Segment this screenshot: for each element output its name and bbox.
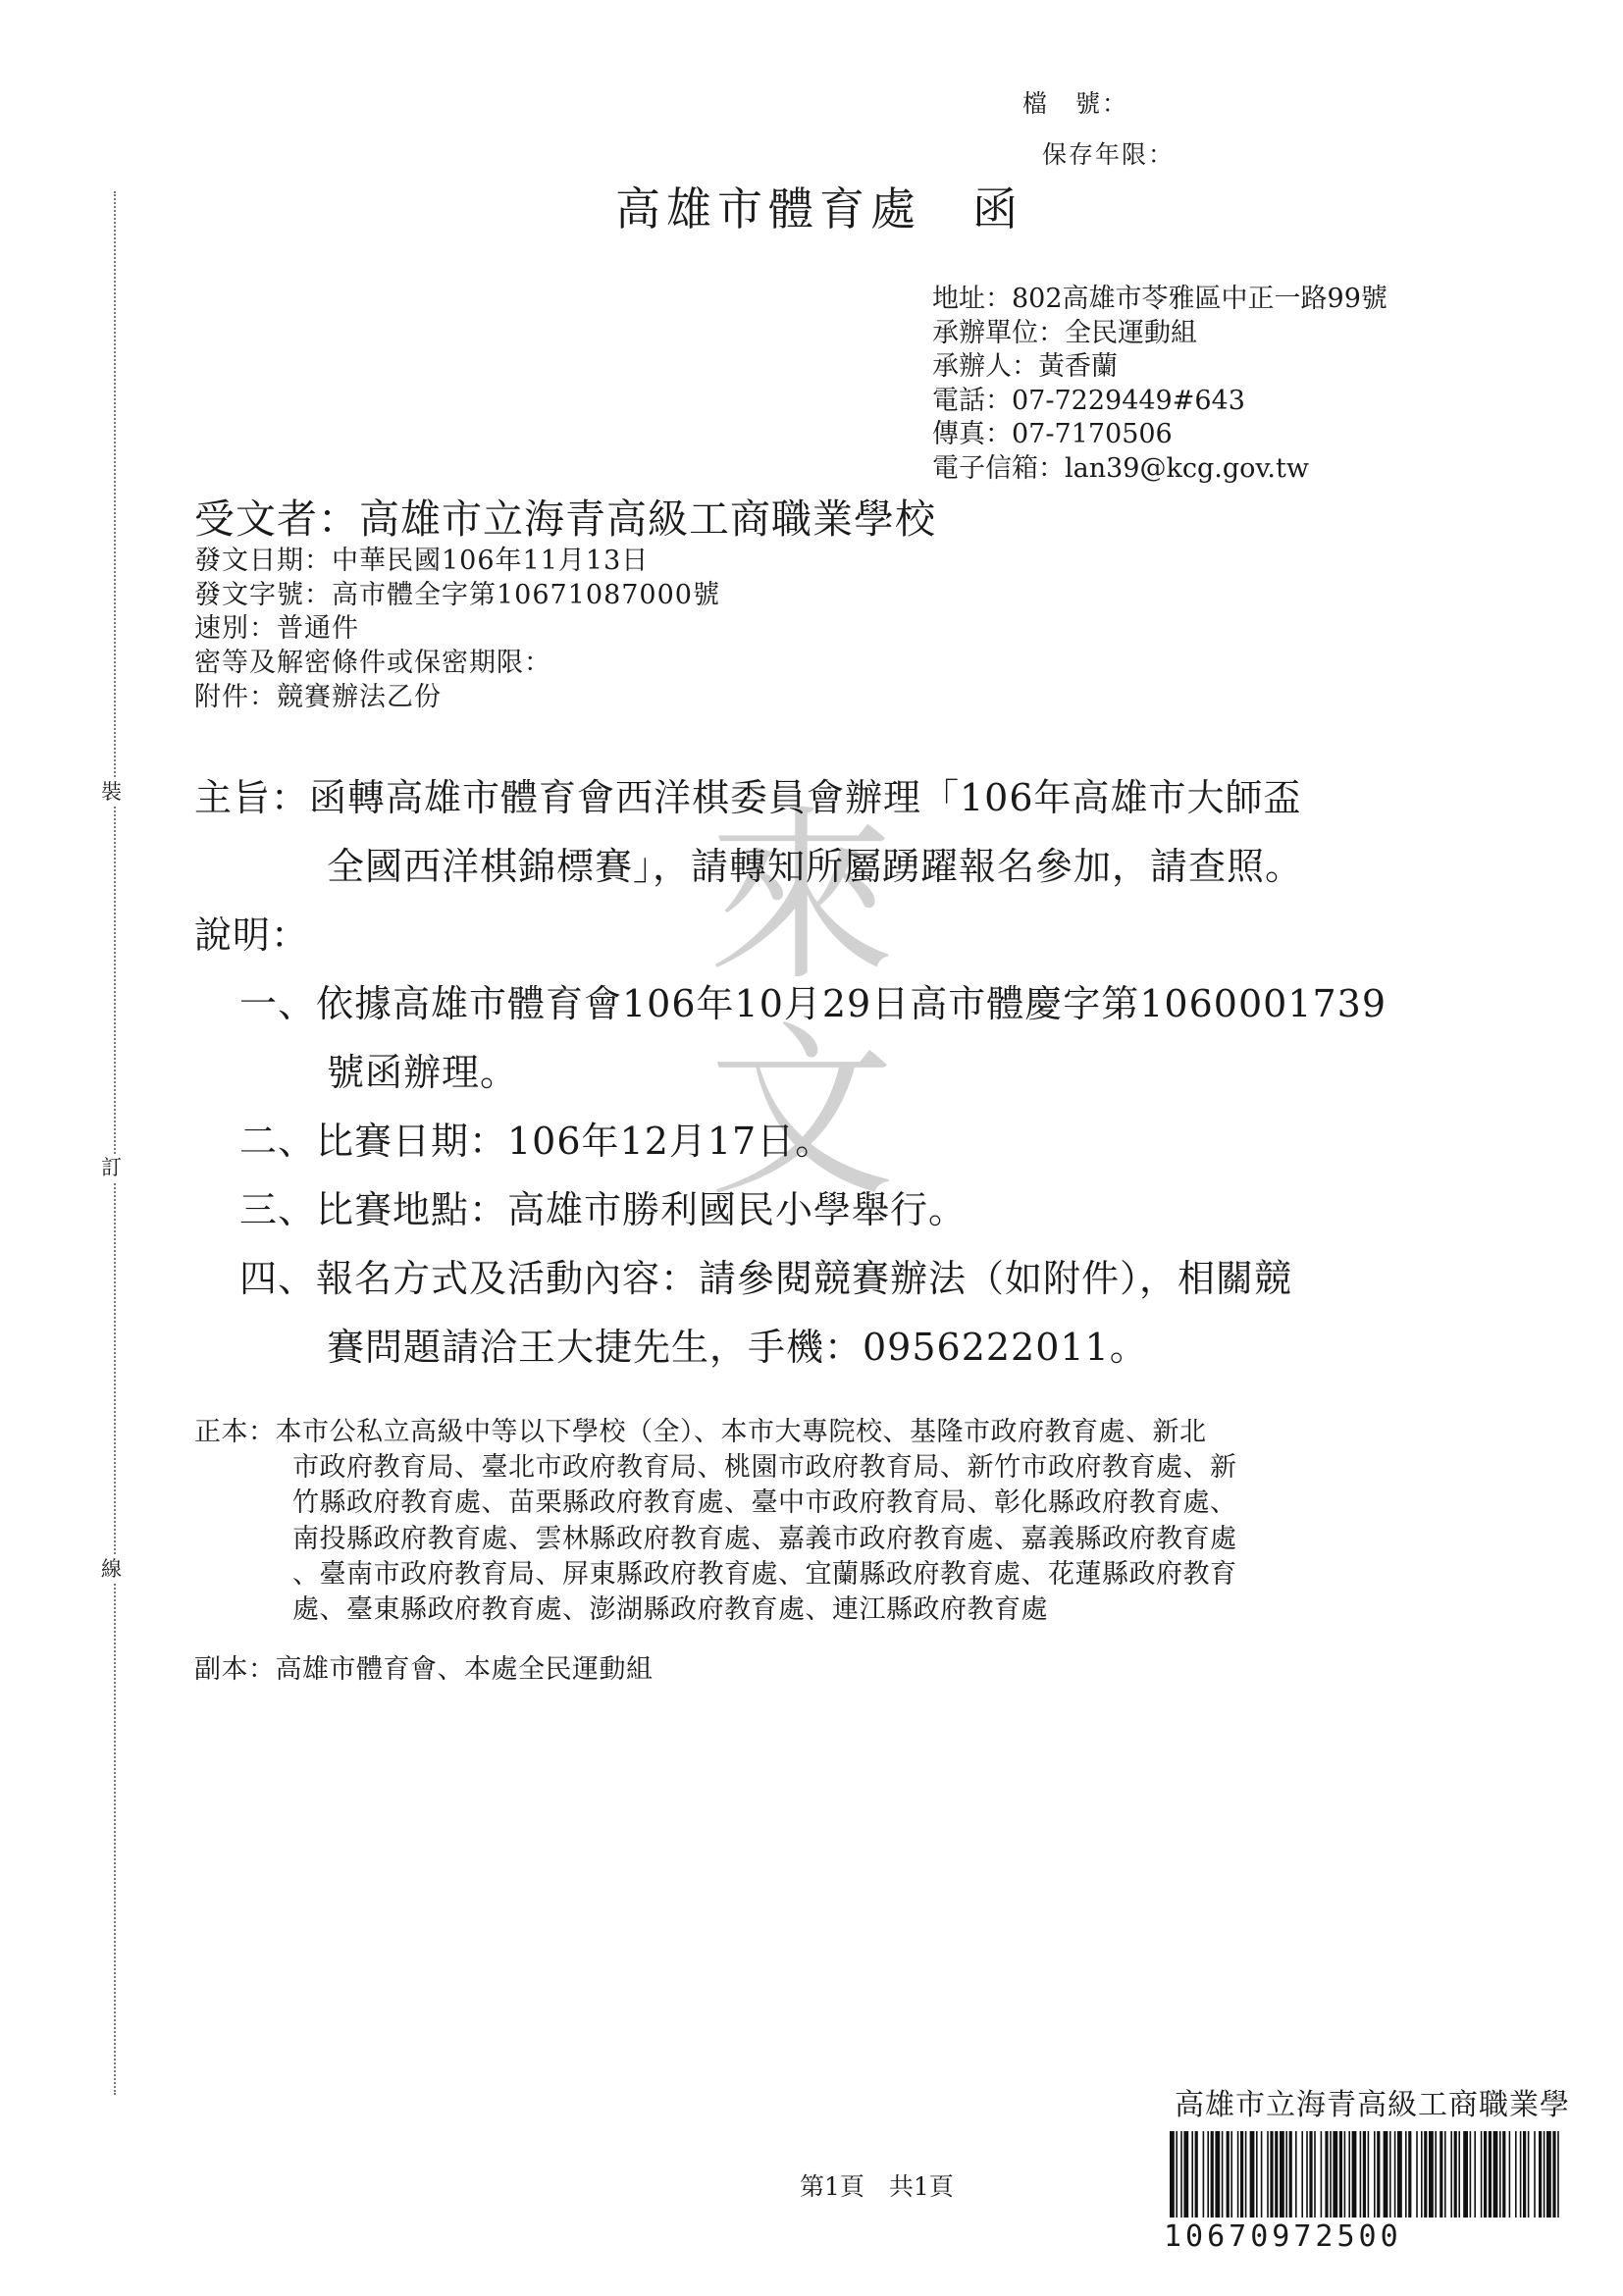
barcode-bar: [1295, 2131, 1297, 2218]
barcode-bar: [1544, 2131, 1545, 2218]
barcode-bar: [1325, 2131, 1328, 2218]
barcode-bar: [1230, 2131, 1232, 2218]
explanation-item-4-cont: 賽問題請洽王大捷先生，手機：0956222011。: [327, 1326, 1148, 1369]
page-number: 第1頁 共1頁: [800, 2172, 954, 2201]
barcode-bar: [1321, 2131, 1323, 2218]
file-number-label: 檔 號：: [1022, 89, 1129, 118]
barcode-bar: [1222, 2131, 1224, 2218]
binding-line: [114, 191, 116, 2095]
barcode-bar: [1481, 2131, 1483, 2218]
barcode-bar: [1306, 2131, 1308, 2218]
subject-line-2: 全國西洋棋錦標賽」，請轉知所屬踴躍報名參加，請查照。: [327, 845, 1304, 888]
barcode-bar: [1474, 2131, 1476, 2218]
barcode-bar: [1360, 2131, 1362, 2218]
distribution-main-line-2: 市政府教育局、臺北市政府教育局、桃園市政府教育局、新竹市政府教育處、新: [292, 1452, 1237, 1483]
barcode-bar: [1440, 2131, 1442, 2218]
binding-mark-ding: 訂: [101, 1154, 122, 1182]
barcode-bar: [1245, 2131, 1247, 2218]
barcode-bar: [1250, 2131, 1255, 2218]
document-title: 高雄市體育處 函: [615, 183, 1023, 235]
barcode-bar: [1215, 2131, 1220, 2218]
recipient: 受文者：高雄市立海青高級工商職業學校: [194, 496, 936, 543]
barcode-bar: [1176, 2131, 1178, 2218]
barcode-bar: [1352, 2131, 1357, 2218]
barcode-bar: [1509, 2131, 1511, 2218]
barcode-bar: [1515, 2131, 1517, 2218]
barcode-bar: [1344, 2131, 1346, 2218]
subject-line-1: 主旨：函轉高雄市體育會西洋棋委員會辦理「106年高雄市大師盃: [194, 776, 1302, 819]
barcode-bar: [1301, 2131, 1303, 2218]
barcode-bar: [1363, 2131, 1366, 2218]
distribution-main-line-4: 南投縣政府教育處、雲林縣政府教育處、嘉義市政府教育處、嘉義縣政府教育處: [292, 1524, 1237, 1554]
secrecy-level: 密等及解密條件或保密期限：: [194, 648, 551, 679]
barcode-number: 10670972500: [1164, 2219, 1402, 2254]
barcode-bar: [1256, 2131, 1258, 2218]
binding-mark-xian: 線: [101, 1555, 122, 1584]
barcode-bar: [1275, 2131, 1278, 2218]
explanation-item-1: 一、依據高雄市體育會106年10月29日高市體慶字第1060001739: [239, 982, 1387, 1025]
barcode-bar: [1330, 2131, 1332, 2218]
barcode-bar: [1314, 2131, 1316, 2218]
barcode-bar: [1267, 2131, 1269, 2218]
barcode-bar: [1454, 2131, 1457, 2218]
barcode-bar: [1523, 2131, 1526, 2218]
barcode-bar: [1499, 2131, 1501, 2218]
barcode: [1154, 2131, 1574, 2278]
barcode-bar: [1450, 2131, 1452, 2218]
barcode-bar: [1333, 2131, 1337, 2218]
received-stamp-char-1: 來: [708, 789, 896, 1006]
barcode-bar: [1470, 2131, 1472, 2218]
barcode-school-name: 高雄市立海青高級工商職業學: [1175, 2088, 1570, 2122]
barcode-bar: [1405, 2131, 1407, 2218]
barcode-bar: [1374, 2131, 1376, 2218]
barcode-bar: [1493, 2131, 1498, 2218]
contact-person: 承辦人：黃香蘭: [932, 351, 1118, 382]
contact-email: 電子信箱：lan39@kcg.gov.tw: [932, 452, 1309, 484]
barcode-bar: [1389, 2131, 1391, 2218]
barcode-bar: [1394, 2131, 1396, 2218]
barcode-bar: [1227, 2131, 1230, 2218]
barcode-bar: [1435, 2131, 1437, 2218]
barcode-bar: [1489, 2131, 1492, 2218]
barcode-bar: [1397, 2131, 1402, 2218]
barcode-bars: [1170, 2131, 1562, 2218]
barcode-bar: [1463, 2131, 1468, 2218]
barcode-bar: [1240, 2131, 1243, 2218]
delivery-speed: 速別：普通件: [194, 613, 359, 645]
barcode-bar: [1170, 2131, 1175, 2218]
document-info: [194, 545, 720, 715]
barcode-bar: [1444, 2131, 1446, 2218]
explanation-item-2: 二、比賽日期：106年12月17日。: [239, 1120, 834, 1163]
barcode-bar: [1384, 2131, 1388, 2218]
barcode-bar: [1557, 2131, 1559, 2218]
distribution-main-line-1: 正本：本市公私立高級中等以下學校（全）、本市大專院校、基隆市政府教育處、新北: [194, 1417, 1207, 1447]
barcode-bar: [1289, 2131, 1292, 2218]
barcode-bar: [1270, 2131, 1273, 2218]
barcode-bar: [1502, 2131, 1505, 2218]
barcode-bar: [1180, 2131, 1182, 2218]
retention-period-label: 保存年限：: [1042, 140, 1176, 169]
barcode-bar: [1416, 2131, 1418, 2218]
contact-block: [932, 283, 1387, 486]
barcode-bar: [1377, 2131, 1380, 2218]
barcode-bar: [1408, 2131, 1411, 2218]
explanation-item-1-cont: 號函辦理。: [327, 1051, 519, 1094]
barcode-bar: [1552, 2131, 1555, 2218]
barcode-bar: [1285, 2131, 1287, 2218]
barcode-bar: [1203, 2131, 1205, 2218]
explanation-label: 說明：: [194, 913, 310, 957]
barcode-bar: [1528, 2131, 1530, 2218]
barcode-bar: [1421, 2131, 1423, 2218]
contact-address: 地址：802高雄市苓雅區中正一路99號: [932, 284, 1387, 314]
barcode-bar: [1484, 2131, 1487, 2218]
barcode-bar: [1520, 2131, 1522, 2218]
barcode-bar: [1534, 2131, 1536, 2218]
distribution-main-line-3: 竹縣政府教育處、苗栗縣政府教育處、臺中市政府教育局、彰化縣政府教育處、: [292, 1487, 1237, 1518]
distribution-copy: 副本：高雄市體育會、本處全民運動組: [194, 1654, 654, 1685]
barcode-bar: [1207, 2131, 1209, 2218]
received-stamp-char-2: 文: [708, 1005, 896, 1222]
contact-phone: 電話：07-7229449#643: [932, 385, 1245, 416]
contact-unit: 承辦單位：全民運動組: [932, 317, 1197, 348]
barcode-bar: [1348, 2131, 1350, 2218]
barcode-bar: [1546, 2131, 1551, 2218]
distribution-main-line-6: 處、臺東縣政府教育處、澎湖縣政府教育處、連江縣政府教育處: [292, 1594, 1048, 1625]
barcode-bar: [1211, 2131, 1214, 2218]
distribution-main-line-5: 、臺南市政府教育局、屏東縣政府教育處、宜蘭縣政府教育處、花蓮縣政府教育: [292, 1559, 1237, 1590]
barcode-bar: [1195, 2131, 1198, 2218]
barcode-bar: [1280, 2131, 1284, 2218]
barcode-bar: [1309, 2131, 1312, 2218]
document-number: 發文字號：高市體全字第10671087000號: [194, 579, 720, 610]
barcode-bar: [1368, 2131, 1370, 2218]
explanation-item-3: 三、比賽地點：高雄市勝利國民小學舉行。: [239, 1188, 968, 1231]
issue-date: 發文日期：中華民國106年11月13日: [194, 546, 650, 576]
explanation-item-4: 四、報名方式及活動內容：請參閱競賽辦法（如附件），相關競: [239, 1257, 1293, 1300]
barcode-bar: [1339, 2131, 1342, 2218]
contact-fax: 傳真：07-7170506: [932, 419, 1173, 449]
binding-mark-zhuang: 裝: [101, 778, 122, 807]
barcode-bar: [1539, 2131, 1542, 2218]
barcode-bar: [1424, 2131, 1427, 2218]
barcode-bar: [1237, 2131, 1239, 2218]
barcode-bar: [1261, 2131, 1263, 2218]
barcode-bar: [1429, 2131, 1434, 2218]
barcode-bar: [1183, 2131, 1188, 2218]
barcode-bar: [1458, 2131, 1460, 2218]
barcode-bar: [1191, 2131, 1193, 2218]
attachment: 附件：競賽辦法乙份: [194, 681, 442, 712]
